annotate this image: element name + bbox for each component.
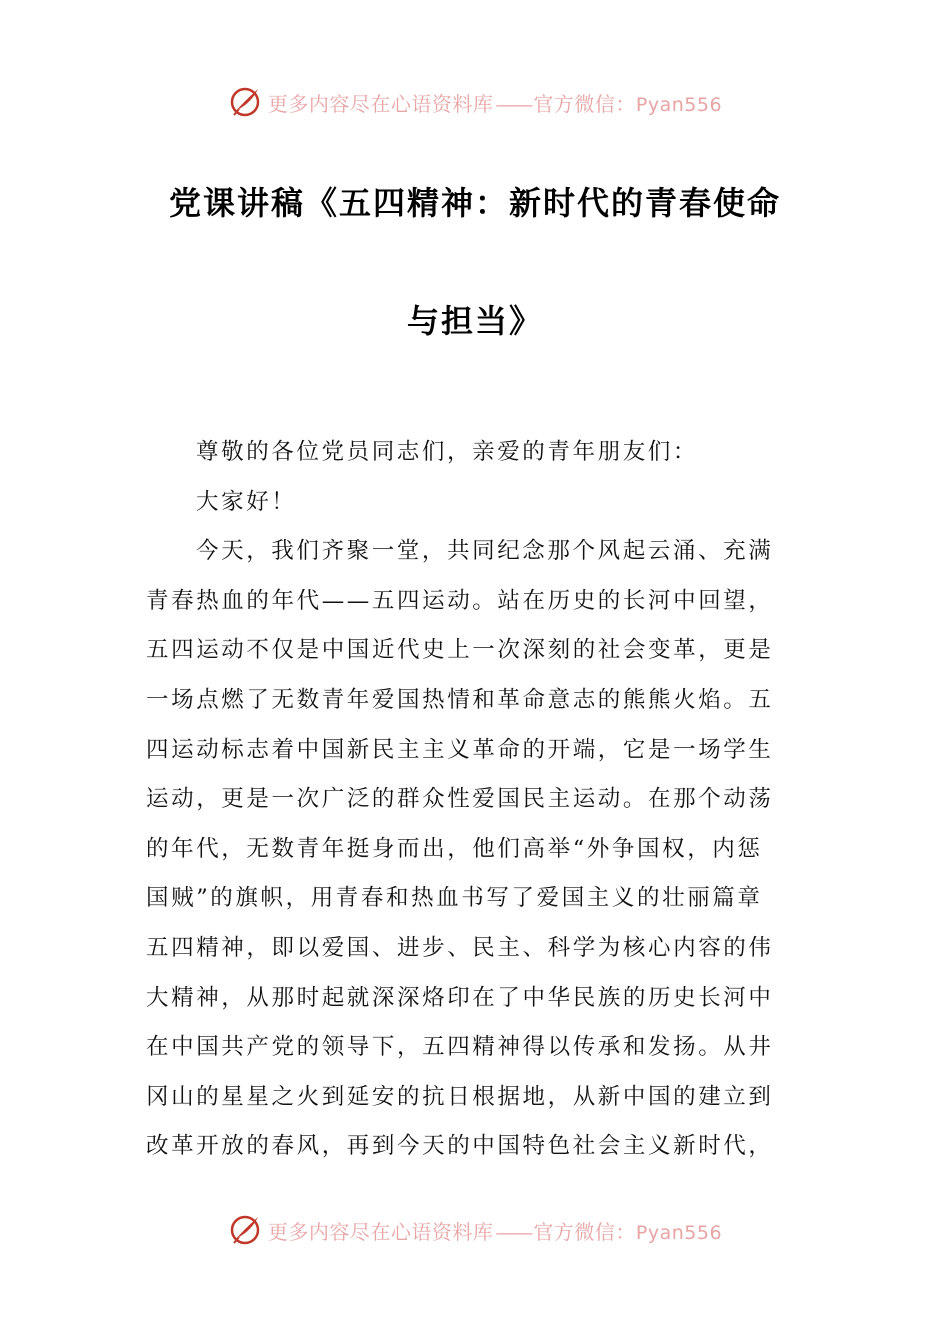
body-line: 四运动标志着中国新民主主义革命的开端，它是一场学生	[146, 736, 774, 763]
banner-slogan: 更多内容尽在心语资料库	[267, 91, 494, 116]
body-line: 国贼”的旗帜，用青春和热血书写了爱国主义的壮丽篇章	[146, 885, 763, 912]
quill-logo-icon	[228, 85, 262, 119]
banner-wechat-label: 官方微信：	[533, 1219, 636, 1244]
body-line: 大精神，从那时起就深深烙印在了中华民族的历史长河中	[146, 984, 774, 1011]
banner-slogan: 更多内容尽在心语资料库	[267, 1219, 494, 1244]
banner-dash: ——	[495, 1219, 532, 1244]
document-body	[146, 428, 806, 1172]
body-line: 的年代，无数青年挺身而出，他们高举“外争国权，内惩	[146, 835, 763, 862]
banner-wechat-label: 官方微信：	[533, 91, 636, 116]
banner-wechat-id: Pyan556	[635, 93, 723, 116]
body-line: 一场点燃了无数青年爱国热情和革命意志的熊熊火焰。五	[146, 686, 774, 713]
body-line: 改革开放的春风，再到今天的中国特色社会主义新时代，	[146, 1133, 774, 1160]
banner-wechat-id: Pyan556	[635, 1221, 723, 1244]
page-title-line-2: 与担当》	[406, 302, 543, 340]
greeting-paragraph: 尊敬的各位党员同志们，亲爱的青年朋友们：	[196, 439, 699, 465]
body-line: 五四精神，即以爱国、进步、民主、科学为核心内容的伟	[146, 934, 774, 961]
banner-text	[268, 1216, 722, 1245]
hello-paragraph: 大家好！	[196, 488, 297, 515]
body-line: 青春热血的年代——五四运动。站在历史的长河中回望，	[146, 587, 774, 614]
body-line: 今天，我们齐聚一堂，共同纪念那个风起云涌、充满	[196, 538, 774, 565]
header-banner	[0, 82, 950, 122]
body-line: 在中国共产党的领导下，五四精神得以传承和发扬。从井	[146, 1034, 774, 1061]
quill-logo-icon	[228, 1213, 262, 1247]
body-line: 冈山的星星之火到延安的抗日根据地，从新中国的建立到	[146, 1083, 774, 1110]
banner-text	[268, 88, 722, 117]
page-title-line-1: 党课讲稿《五四精神：新时代的青春使命	[168, 184, 781, 222]
footer-banner	[0, 1210, 950, 1250]
body-line: 运动，更是一次广泛的群众性爱国民主运动。在那个动荡	[146, 786, 774, 813]
body-line: 五四运动不仅是中国近代史上一次深刻的社会变革，更是	[146, 637, 774, 664]
banner-dash: ——	[495, 91, 532, 116]
